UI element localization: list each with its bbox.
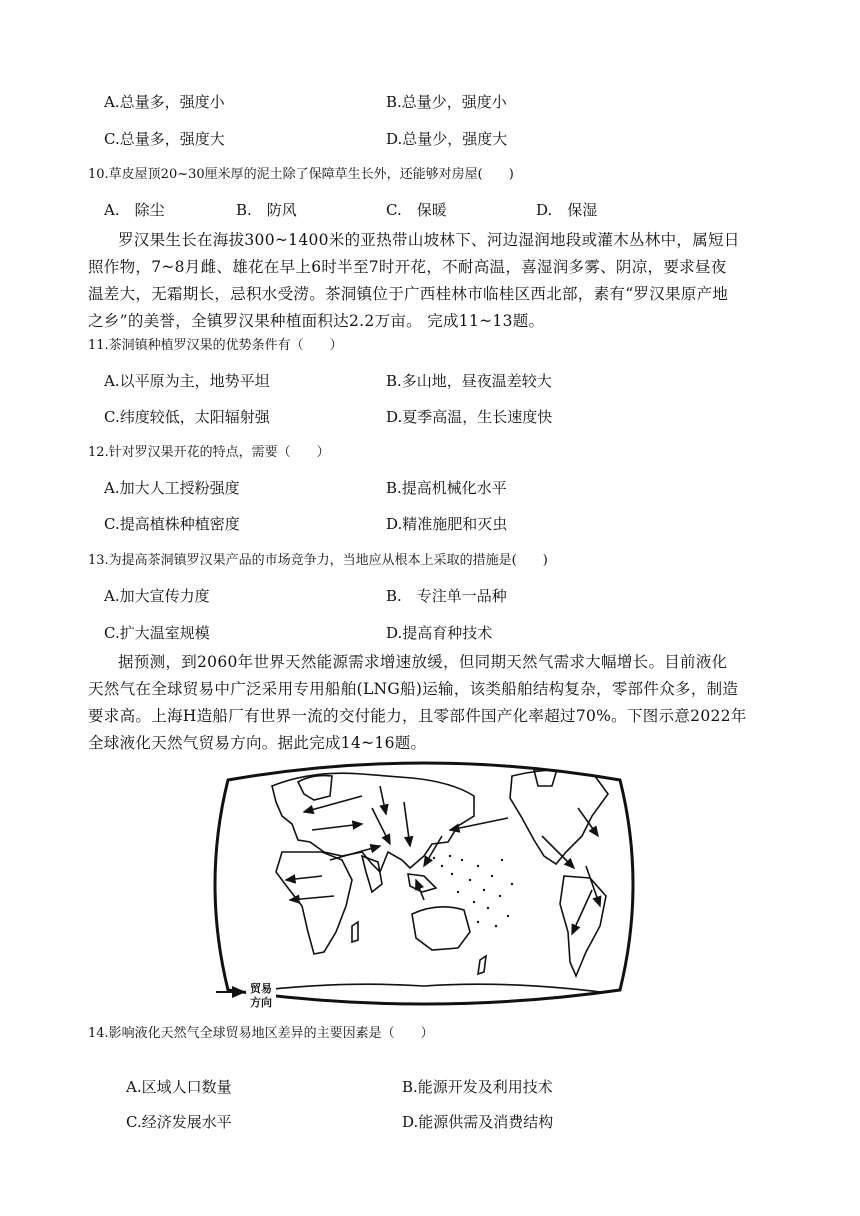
q11-option-c: C.纬度较低，太阳辐射强 [104, 408, 270, 426]
passage1-line-3: 温差大，无霜期长，忌积水受涝。茶洞镇位于广西桂林市临桂区西北部，素有“罗汉果原产地 [88, 285, 729, 303]
q10-option-b: B. 防风 [236, 201, 297, 219]
q10-option-d: D. 保湿 [536, 201, 598, 219]
q10-option-c: C. 保暖 [386, 201, 447, 219]
q14-option-c: C.经济发展水平 [126, 1113, 232, 1131]
passage1-line-4: 之乡”的美誉，全镇罗汉果种植面积达2.2万亩。 完成11~13题。 [88, 312, 545, 330]
q9-option-b: B.总量少，强度小 [386, 93, 507, 111]
q13-option-a: A.加大宣传力度 [104, 587, 210, 605]
q9-option-c: C.总量多，强度大 [104, 130, 225, 148]
legend-line-1: 贸易 [250, 982, 272, 995]
q9-option-a: A.总量多，强度小 [104, 93, 225, 111]
q11-option-a: A.以平原为主，地势平坦 [104, 372, 270, 390]
q13-stem: 13.为提高茶洞镇罗汉果产品的市场竞争力，当地应从根本上采取的措施是( ) [88, 553, 548, 568]
q14-stem: 14.影响液化天然气全球贸易地区差异的主要因素是（ ） [88, 1026, 434, 1041]
passage2-line-1: 据预测，到2060年世界天然能源需求增速放缓，但同期天然气需求大幅增长。目前液化 [118, 653, 728, 671]
passage1-line-1: 罗汉果生长在海拔300~1400米的亚热带山坡林下、河边湿润地段或灌木丛林中，属短日 [118, 231, 740, 249]
q10-stem: 10.草皮屋顶20~30厘米厚的泥土除了保障草生长外，还能够对房屋( ) [88, 167, 514, 182]
q11-option-d: D.夏季高温，生长速度快 [386, 408, 553, 426]
q14-option-d: D.能源供需及消费结构 [402, 1113, 554, 1131]
q12-option-d: D.精准施肥和灭虫 [386, 515, 508, 533]
q13-option-b: B. 专注单一品种 [386, 587, 507, 605]
passage2-line-4: 全球液化天然气贸易方向。据此完成14~16题。 [88, 734, 427, 752]
q10-option-a: A. 除尘 [104, 201, 165, 219]
q11-option-b: B.多山地，昼夜温差较大 [386, 372, 552, 390]
legend-line-2: 方向 [250, 996, 272, 1009]
q12-option-a: A.加大人工授粉强度 [104, 479, 240, 497]
q9-option-d: D.总量少，强度大 [386, 130, 508, 148]
q14-option-a: A.区域人口数量 [126, 1078, 232, 1096]
q12-option-b: B.提高机械化水平 [386, 479, 507, 497]
q13-option-d: D.提高育种技术 [386, 624, 493, 642]
passage1-line-2: 照作物，7~8月雌、雄花在早上6时半至7时开花，不耐高温，喜湿润多雾、阴凉，要求昼夜 [88, 258, 727, 276]
map-frame [215, 763, 633, 1004]
q14-option-b: B.能源开发及利用技术 [402, 1078, 553, 1096]
q12-option-c: C.提高植株种植密度 [104, 515, 240, 533]
q11-stem: 11.茶洞镇种植罗汉果的优势条件有（ ） [88, 338, 343, 353]
passage2-line-2: 天然气在全球贸易中广泛采用专用船舶(LNG船)运输，该类船舶结构复杂，零部件众多，制造 [88, 680, 739, 698]
lng-trade-map [212, 756, 636, 1014]
passage2-line-3: 要求高。上海H造船厂有世界一流的交付能力，且零部件国产化率超过70%。下图示意2022年 [88, 707, 747, 725]
q12-stem: 12.针对罗汉果开花的特点，需要（ ） [88, 445, 330, 460]
q13-option-c: C.扩大温室规模 [104, 624, 210, 642]
